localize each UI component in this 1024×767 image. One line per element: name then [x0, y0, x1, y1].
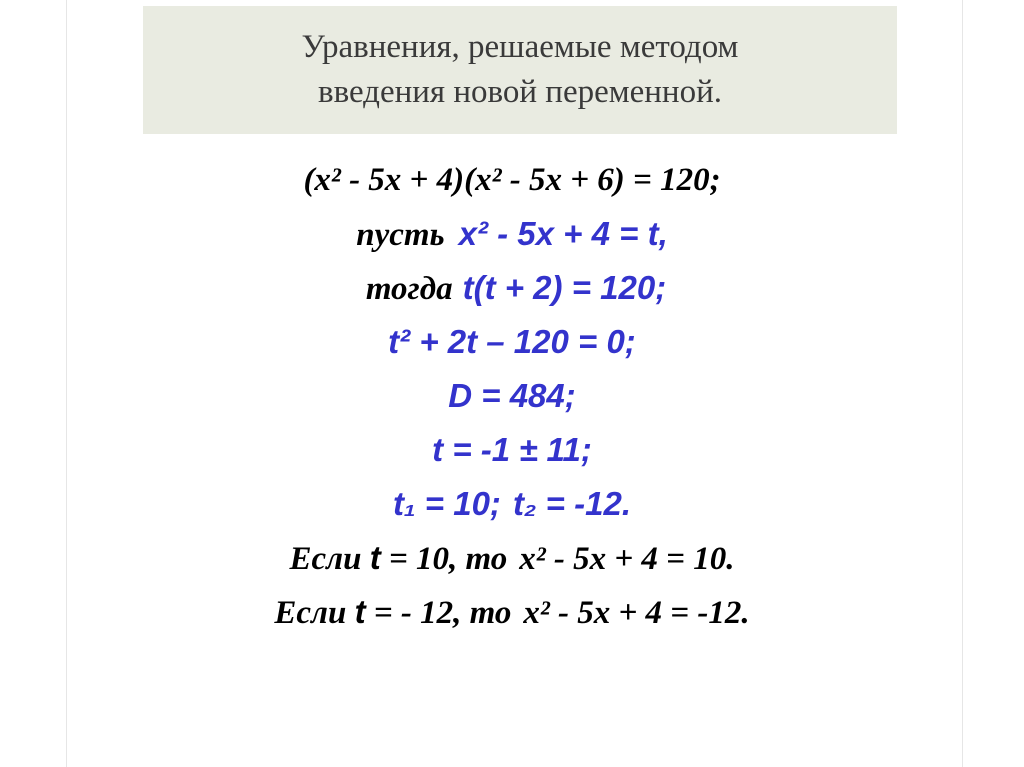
title-line-2: введения новой переменной. [317, 74, 722, 110]
main-equation: (x² - 5x + 4)(x² - 5x + 6) = 120; [303, 162, 721, 198]
substitution-expression: x² - 5x + 4 = t, [458, 215, 668, 252]
let-word: пусть [356, 217, 445, 253]
case-1-if: Если [289, 541, 370, 577]
case-1-variable: t [369, 539, 381, 576]
roots-line [0, 477, 1024, 531]
discriminant: D = 484; [448, 377, 576, 414]
title-box [143, 6, 897, 134]
case-2-expression: x² - 5x + 4 = -12. [523, 595, 750, 631]
then-expression: t(t + 2) = 120; [462, 269, 667, 306]
case-1-rest: = 10, то [380, 541, 508, 577]
case-2-if: Если [274, 595, 355, 631]
solution-steps [0, 153, 1024, 639]
root-1: t₁ = 10; [393, 485, 501, 522]
case-1-line [0, 531, 1024, 585]
slide-title [302, 25, 739, 115]
case-1-expression: x² - 5x + 4 = 10. [519, 541, 735, 577]
then-line [0, 261, 1024, 315]
title-line-1: Уравнения, решаемые методом [301, 29, 739, 65]
case-2-rest: = - 12, то [365, 595, 512, 631]
quadratic-equation: t² + 2t – 120 = 0; [388, 323, 636, 360]
case-2-variable: t [354, 593, 366, 630]
substitution-line [0, 207, 1024, 261]
case-2-line [0, 585, 1024, 639]
root-2: t₂ = -12. [512, 485, 631, 522]
roots-formula: t = -1 ± 11; [432, 431, 592, 468]
then-word: тогда [365, 271, 453, 307]
